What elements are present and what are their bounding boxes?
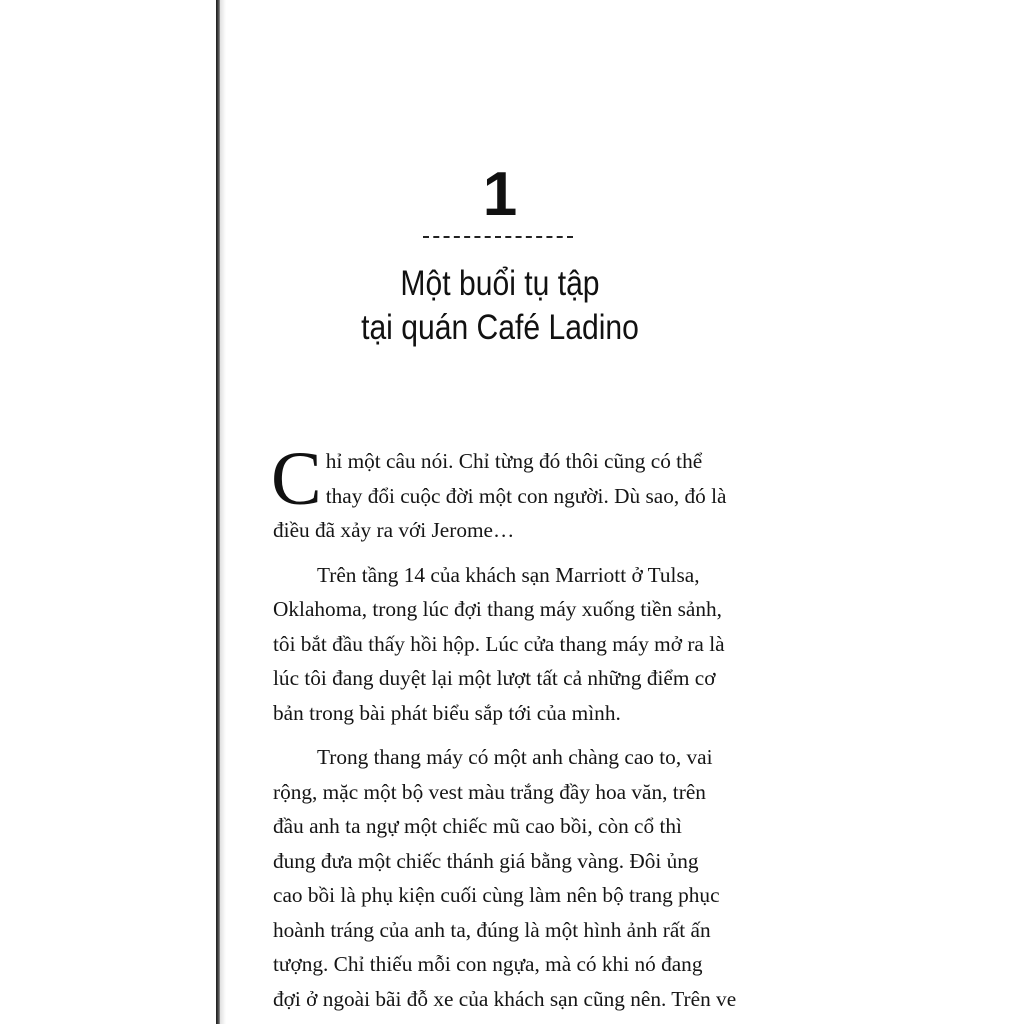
paragraph-2-line: tôi bắt đầu thấy hồi hộp. Lúc cửa thang máy mở ra là bbox=[273, 631, 725, 656]
paragraph-2-line: bản trong bài phát biểu sắp tới của mình. bbox=[273, 700, 621, 725]
paragraph-2-line: lúc tôi đang duyệt lại một lượt tất cả những điểm cơ bbox=[273, 666, 716, 690]
paragraph-3-line: hoành tráng của anh ta, đúng là một hình ảnh rất ấn bbox=[273, 917, 711, 942]
paragraph-2-line: Trên tầng 14 của khách sạn Marriott ở Tulsa, bbox=[317, 562, 700, 587]
chapter-number: 1 bbox=[482, 160, 518, 229]
paragraph-2-line: Oklahoma, trong lúc đợi thang máy xuống tiền sảnh, bbox=[273, 597, 722, 621]
paragraph-1 bbox=[271, 437, 737, 548]
body-text bbox=[271, 437, 737, 1024]
drop-cap: C bbox=[271, 437, 322, 521]
paragraph-1-line: điều đã xảy ra với Jerome… bbox=[273, 518, 515, 542]
chapter-divider bbox=[423, 236, 573, 238]
paragraph-1-line: hỉ một câu nói. Chỉ từng đó thôi cũng có thể bbox=[325, 449, 703, 473]
paragraph-3-line: tượng. Chỉ thiếu mỗi con ngựa, mà có khi nó đang bbox=[273, 952, 703, 976]
paragraph-3-line: đầu anh ta ngự một chiếc mũ cao bồi, còn cổ thì bbox=[273, 814, 682, 838]
paragraph-2 bbox=[273, 558, 737, 731]
paragraph-3-line: rộng, mặc một bộ vest màu trắng đầy hoa văn, trên bbox=[273, 779, 706, 804]
paragraph-3-line: đợi ở ngoài bãi đỗ xe của khách sạn cũng nên. Trên ve bbox=[273, 986, 737, 1011]
paragraph-1-line: thay đổi cuộc đời một con người. Dù sao, đó là bbox=[325, 483, 727, 508]
paragraph-3-line: Trong thang máy có một anh chàng cao to, vai bbox=[317, 745, 713, 769]
chapter-title bbox=[328, 262, 672, 350]
paragraph-3-line: đung đưa một chiếc thánh giá bằng vàng. Đôi ủng bbox=[273, 848, 699, 873]
chapter-title-line-2: tại quán Café Ladino bbox=[361, 308, 639, 347]
page-shadow bbox=[220, 0, 226, 1024]
paragraph-3 bbox=[273, 740, 737, 1016]
paragraph-3-line: cao bồi là phụ kiện cuối cùng làm nên bộ trang phục bbox=[273, 883, 720, 907]
chapter-title-line-1: Một buổi tụ tập bbox=[400, 264, 600, 303]
